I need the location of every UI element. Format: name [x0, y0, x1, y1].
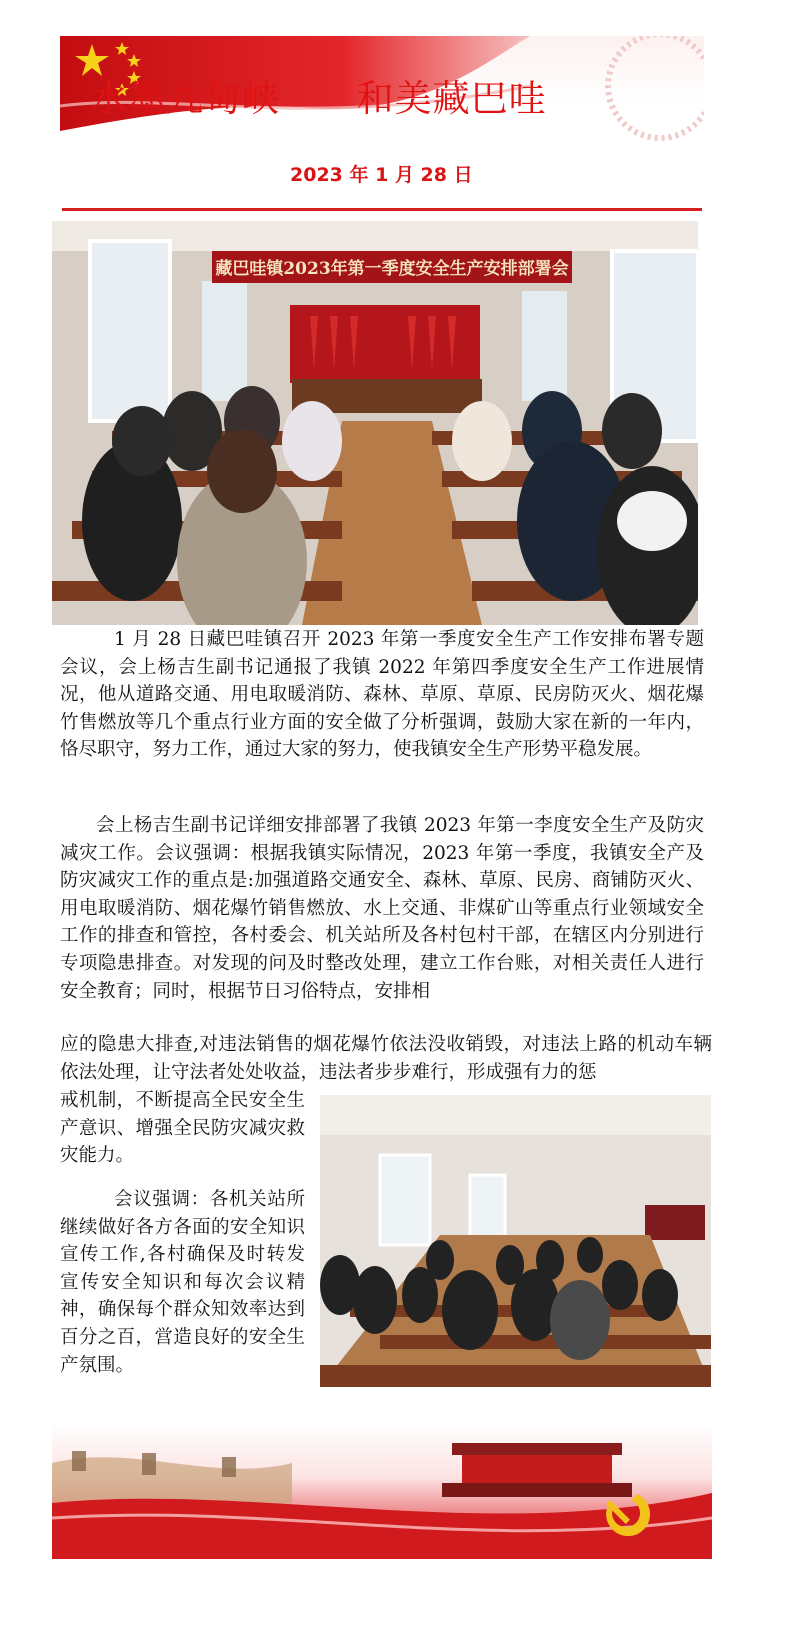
page-title: 水墨九甸峡 和美藏巴哇 [90, 77, 547, 120]
header-divider [62, 208, 702, 211]
tiananmen-graphic [442, 1443, 632, 1497]
issue-date: 2023 年 1 月 28 日 [290, 164, 473, 186]
article-paragraph-2: 会上杨吉生副书记详细安排部署了我镇 2023 年第一李度安全生产及防灾减灾工作。会议强调：根据我镇实际情况，2023 年第一季度，我镇安全产及防灾减灾工作的重点是:加强道路交通安全、森林、草原、民房、商铺防灭火、用电取暖消防、烟花爆竹销售燃放、水上交通、非煤矿山等重点行业领域安全工作的排查和管控，各村委会、机关站所及各村包村干部，在辖区内分别进行专项隐患排查。对发现的问及时整改处理，建立工作台账，对相关责任人进行安全教育；同时，根据节日习俗特点，安排相 [60, 815, 704, 1002]
decorative-seal-icon [600, 36, 704, 146]
article-paragraph-3: 应的隐患大排查,对违法销售的烟花爆竹依法没收销毁，对违法上路的机动车辆依法处理，让守法者处处收益，违法者步步难行，形成强有力的惩 [60, 1034, 712, 1083]
photo-banner-text: 藏巴哇镇2023年第一季度安全生产安排部署会 [215, 259, 569, 279]
article-paragraph-1: 1 月 28 日藏巴哇镇召开 2023 年第一季度安全生产工作安排布署专题会议，会上杨吉生副书记通报了我镇 2022 年第四季度安全生产工作进展情况，他从道路交通、用电取暖消防、森林、草原、草原、民房防灭火、烟花爆竹售燃放等几个重点行业方面的安全做了分析强调，鼓励大家在新的一年内，恪尽职守，努力工作，通过大家的努力，使我镇安全生产形势平稳发展。 [60, 629, 704, 761]
footer-banner [52, 1423, 712, 1559]
meeting-photo-1 [52, 221, 698, 625]
article-paragraph-3-continued: 戒机制，不断提高全民安全生产意识、增强全民防灾减灾救灾能力。 [60, 1090, 305, 1167]
meeting-photo-2 [320, 1095, 711, 1387]
article-paragraph-4: 会议强调：各机关站所继续做好各方各面的安全知识宣传工作,各村确保及时转发宣传安全知识和每次会议精神，确保每个群众知效率达到百分之百，営造良好的安全生产氛围。 [60, 1189, 305, 1376]
